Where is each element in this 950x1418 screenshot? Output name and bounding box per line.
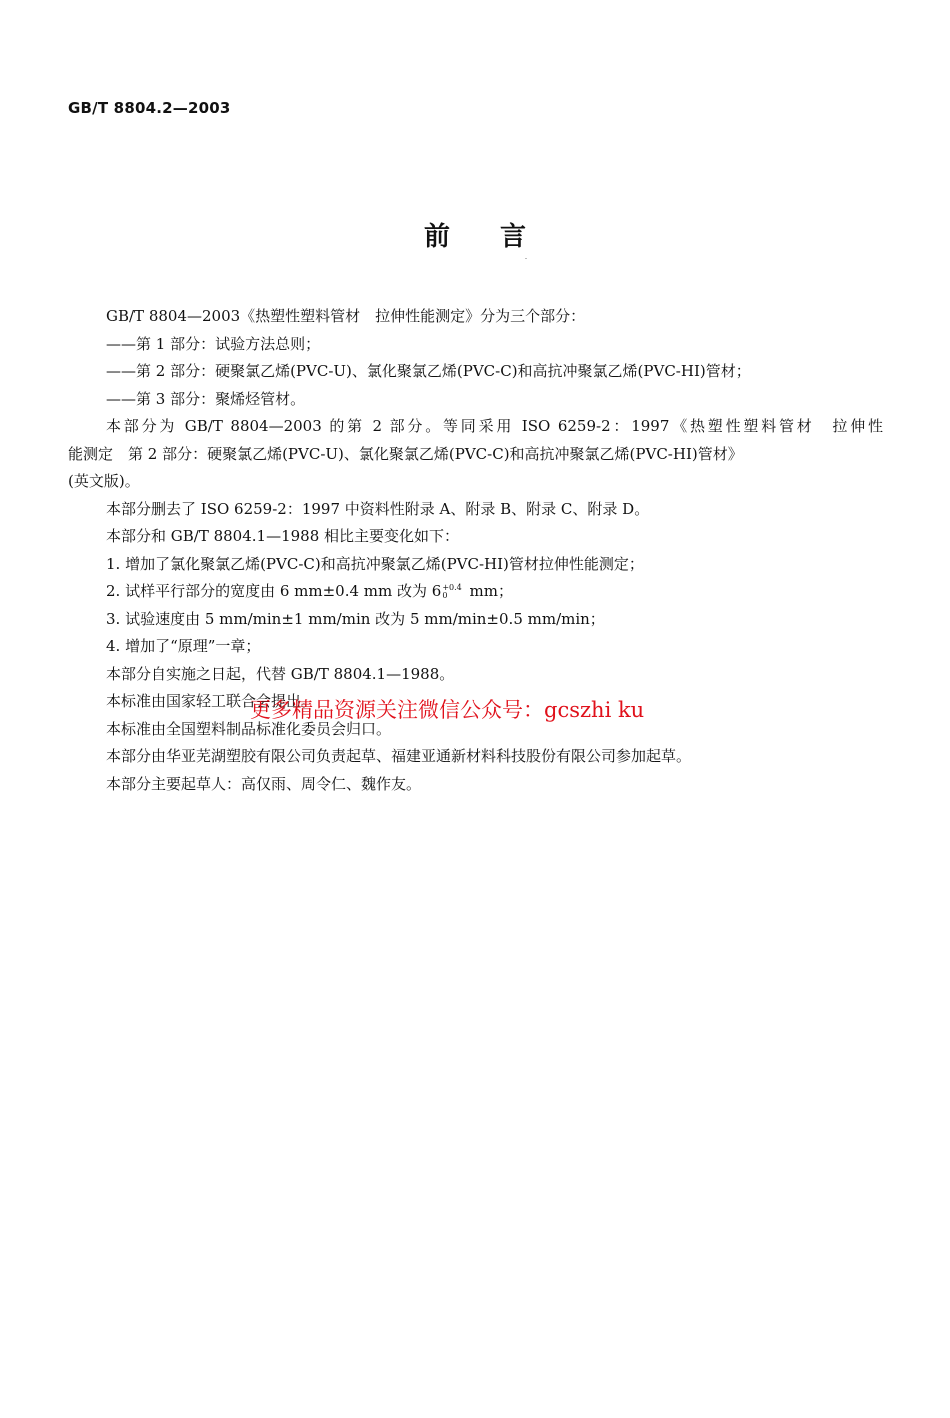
list-item-part-3: ——第 3 部分：聚烯烃管材。	[106, 389, 306, 408]
list-item-change-4: 4. 增加了“原理”一章；	[106, 637, 261, 655]
tolerance-fraction	[442, 584, 461, 600]
standard-code: GB/T 8804.2—2003	[68, 99, 231, 117]
paragraph-annex-removal: 本部分删去了 ISO 6259-2：1997 中资料性附录 A、附录 B、附录 C、附录 D。	[106, 499, 650, 518]
paragraph-committee: 本标准由全国塑料制品标准化委员会归口。	[106, 719, 392, 738]
tolerance-lower: 0	[442, 591, 448, 600]
list-item-change-1: 1. 增加了氯化聚氯乙烯(PVC-C)和高抗冲聚氯乙烯(PVC-HI)管材拉伸性能测定；	[106, 554, 644, 573]
paragraph-parts-intro: GB/T 8804—2003《热塑性塑料管材 拉伸性能测定》分为三个部分：	[106, 307, 586, 325]
change-2-text: 2. 试样平行部分的宽度由 6 mm±0.4 mm 改为 6	[106, 582, 442, 600]
list-item-change-3: 3. 试验速度由 5 mm/min±1 mm/min 改为 5 mm/min±0.5 mm/min；	[106, 609, 605, 628]
paragraph-changes-intro: 本部分和 GB/T 8804.1—1988 相比主要变化如下：	[106, 527, 460, 545]
paragraph-drafting-org: 本部分由华亚芜湖塑胶有限公司负责起草、福建亚通新材料科技股份有限公司参加起草。	[106, 747, 692, 765]
paragraph-equivalence-line-1: 本部分为 GB/T 8804—2003 的第 2 部分。等同采用 ISO 6259-2：1997《热塑性塑料管材 拉伸性	[106, 417, 883, 435]
watermark-text: 更多精品资源关注微信公众号：gcszhi ku	[250, 698, 645, 722]
paragraph-equivalence-line-3: (英文版)。	[68, 472, 140, 490]
paragraph-equivalence-line-2: 能测定 第 2 部分：硬聚氯乙烯(PVC-U)、氯化聚氯乙烯(PVC-C)和高抗冲聚氯乙烯(PVC-HI)管材》	[68, 444, 743, 463]
tolerance-upper: +0.4	[442, 583, 462, 592]
page-title: 前言	[423, 222, 576, 252]
list-item-change-2	[68, 578, 883, 606]
paragraph-proposer: 本标准由国家轻工联合会提出。	[106, 692, 317, 710]
list-item-part-2: ——第 2 部分：硬聚氯乙烯(PVC-U)、氯化聚氯乙烯(PVC-C)和高抗冲聚氯乙烯(PVC-HI)管材；	[106, 362, 751, 380]
list-item-part-1: ——第 1 部分：试验方法总则；	[106, 334, 321, 353]
scan-speck	[525, 258, 527, 259]
paragraph-drafters: 本部分主要起草人：高仅雨、周令仁、魏作友。	[106, 774, 422, 793]
paragraph-replacement: 本部分自实施之日起，代替 GB/T 8804.1—1988。	[106, 664, 455, 683]
change-2-unit: mm；	[464, 582, 513, 600]
